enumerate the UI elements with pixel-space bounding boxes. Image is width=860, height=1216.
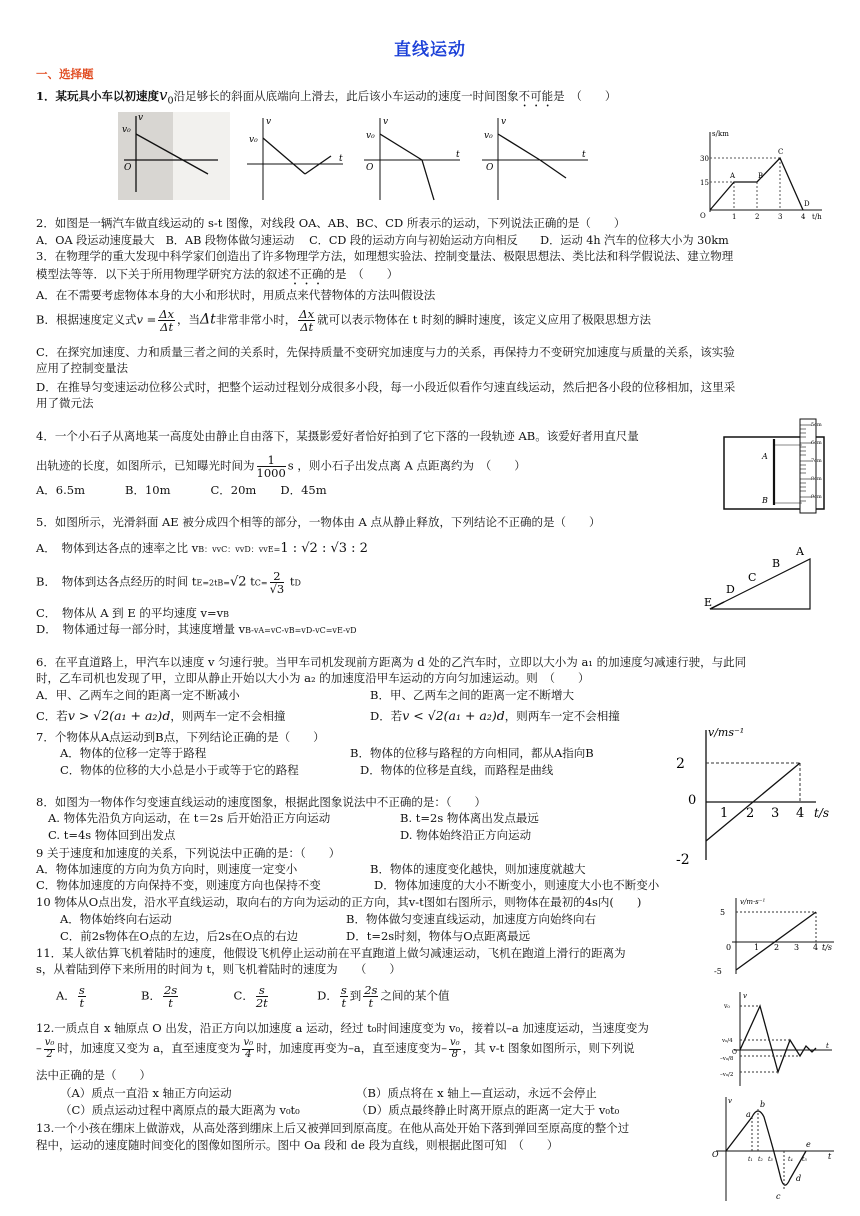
q8-ylabel: v/ms⁻¹ bbox=[708, 726, 745, 739]
q2-pt-b: B bbox=[758, 172, 764, 180]
question-9-stem: 9 关于速度和加速度的关系，下列说法中正确的是：（ ） bbox=[36, 846, 341, 860]
question-5-option-c: C． 物体从 A 到 E 的平均速度 v=vB bbox=[36, 606, 230, 620]
q2-x4: 4 bbox=[801, 213, 806, 221]
section-heading: 一、选择题 bbox=[36, 67, 94, 81]
q2-x2: 2 bbox=[755, 213, 760, 221]
q1c-v0-label: v₀ bbox=[366, 131, 375, 141]
question-8-option-d: D. 物体始终沿正方向运动 bbox=[400, 828, 532, 842]
q8-yn2: -2 bbox=[676, 852, 690, 868]
q5-pt-e: E bbox=[704, 596, 713, 609]
q2-pt-a: A bbox=[730, 172, 736, 180]
question-7-option-b: B．物体的位移与路程的方向相同，都从A指向B bbox=[350, 746, 594, 760]
question-7-stem: 7．个物体从A点运动到B点，下列结论正确的是（ ） bbox=[36, 730, 325, 744]
q5-pt-a: A bbox=[796, 545, 804, 558]
q1a-v0-label: v₀ bbox=[122, 125, 131, 135]
q10-vt-graph bbox=[712, 896, 836, 976]
q12-v0: v₀ bbox=[724, 1003, 730, 1010]
emphasis-text: 不可能 bbox=[518, 89, 554, 103]
q13-pt-e: e bbox=[806, 1140, 811, 1149]
q2-x1: 1 bbox=[732, 213, 737, 221]
ruler-9cm: 9cm bbox=[811, 494, 822, 500]
question-10-option-d: D．t=2s时刻，物体与O点距离最远 bbox=[346, 929, 531, 943]
question-11-stem-1: 11．某人欲估算飞机着陆时的速度，他假设飞机停止运动前在平直跑道上做匀减速运动，飞机在跑道上滑行的距离为 bbox=[36, 946, 626, 960]
q13-t5: t₅ bbox=[802, 1156, 807, 1163]
question-7-option-c: C．物体的位移的大小总是小于或等于它的路程 bbox=[60, 763, 299, 777]
q2-t-unit: t/h bbox=[812, 213, 822, 221]
q1d-o-label: O bbox=[486, 163, 494, 173]
question-8-stem: 8．如图为一物体作匀变速直线运动的速度图象，根据此图象说法中不正确的是：（ ） bbox=[36, 795, 487, 809]
q10-x4: 4 bbox=[813, 943, 819, 952]
q2-s-unit: s/km bbox=[712, 130, 729, 138]
q5-pt-b: B bbox=[772, 557, 781, 570]
q10-x2: 2 bbox=[774, 943, 780, 952]
question-9-option-b: B．物体的速度变化越快，则加速度就越大 bbox=[370, 862, 586, 876]
q1b-t-label: t bbox=[339, 154, 343, 164]
ruler-8cm: 8cm bbox=[811, 476, 822, 482]
question-4-options: A．6.5m B．10m C．20m D．45m bbox=[36, 483, 327, 497]
q10-yn5: -5 bbox=[714, 967, 722, 976]
q1a-o-label: O bbox=[124, 163, 132, 173]
question-8-option-b: B. t=2s 物体离出发点最远 bbox=[400, 811, 539, 825]
q8-x1: 1 bbox=[720, 806, 729, 821]
q13-t: t bbox=[828, 1152, 832, 1161]
q2-y30: 30 bbox=[700, 155, 709, 163]
question-12-option-a: （A）质点一直沿 x 轴正方向运动 bbox=[60, 1086, 232, 1100]
question-9-option-a: A．物体加速度的方向为负方向时，则速度一定变小 bbox=[36, 862, 298, 876]
question-10-option-a: A．物体始终向右运动 bbox=[60, 912, 172, 926]
q2-y15: 15 bbox=[700, 179, 709, 187]
q12-v0-4: v₀/4 bbox=[722, 1038, 733, 1044]
q1d-v-label: v bbox=[501, 117, 507, 127]
question-12-option-b: （B）质点将在 x 轴上—直运动，永远不会停止 bbox=[356, 1086, 597, 1100]
question-3-stem-1: 3．在物理学的重大发现中科学家们创造出了许多物理学方法，如理想实验法、控制变量法、极限思想法、类比法和科学假说法、建立物理 bbox=[36, 249, 734, 263]
q5-pt-c: C bbox=[748, 571, 757, 584]
q8-y2: 2 bbox=[676, 756, 685, 772]
question-6-stem-1: 6．在平直道路上，甲汽车以速度 v 匀速行驶。当甲车司机发现前方距离为 d 处的乙汽车时，立即以大小为 a₁ 的加速度匀减速行驶，与此同 bbox=[36, 655, 747, 669]
question-3-option-c-2: 应用了控制变量法 bbox=[36, 361, 128, 375]
q12-o: O bbox=[732, 1049, 737, 1056]
question-1-stem: 1．某玩具小车以初速度$v_0$沿足够长的斜面从底端向上滑去，此后该小车运动的速度一时间图象不可能是 （ ） bbox=[36, 86, 617, 107]
question-5-option-a: A． 物体到达各点的速率之比 vB：vvC：vvD：vvE=1 : √2 : √3 : 2 bbox=[36, 541, 368, 556]
q1-graph-a bbox=[118, 112, 230, 200]
q13-pt-a: a bbox=[746, 1110, 751, 1119]
q12-vt-graph bbox=[720, 990, 836, 1088]
q1c-t-label: t bbox=[456, 150, 460, 160]
q13-pt-d: d bbox=[796, 1174, 802, 1183]
question-9-option-d: D．物体加速度的大小不断变小，则速度大小也不断变小 bbox=[374, 878, 660, 892]
question-2-stem: 2．如图是一辆汽车做直线运动的 s-t 图像，对线段 OA、AB、BC、CD 所表示的运动，下列说法正确的是（ ） bbox=[36, 216, 626, 230]
q1d-t-label: t bbox=[582, 150, 586, 160]
emphasis-text: 不正确 bbox=[289, 267, 324, 281]
question-12-stem-3: 法中正确的是（ ） bbox=[36, 1068, 151, 1082]
q5-pt-d: D bbox=[726, 583, 735, 596]
question-5-stem: 5．如图所示，光滑斜面 AE 被分成四个相等的部分，一物体由 A 点从静止释放，下列结论不正确的是（ ） bbox=[36, 515, 601, 529]
q10-x1: 1 bbox=[754, 943, 760, 952]
question-12-stem-2: – $\frac{\text{v₀}}{2}$ 时，加速度又变为 a，直至速度变为 $\frac{\text{v₀}}{4}$ 时，加速度再变为–a，直至速度变为– $\frac{\text{v₀}}{8}$ ，其 v-t 图象如图所示，则下列说 bbox=[36, 1037, 635, 1060]
question-2-options: A．OA 段运动速度最大 B．AB 段物体做匀速运动 C．CD 段的运动方向与初始运动方向相反 D．运动 4h 汽车的位移大小为 30km bbox=[36, 234, 729, 247]
question-10-option-c: C．前2s物体在O点的左边，后2s在O点的右边 bbox=[60, 929, 299, 943]
q1-graph-c bbox=[362, 116, 462, 202]
ruler-5cm: 5cm bbox=[811, 422, 822, 428]
question-3-option-d-1: D．在推导匀变速运动位移公式时，把整个运动过程划分成很多小段，每一小段近似看作匀速直线运动，然后把各小段的位移相加，这里采 bbox=[36, 380, 736, 394]
q10-ylabel: v/m·s⁻¹ bbox=[740, 898, 766, 906]
q1-graph-a-svg bbox=[118, 112, 230, 200]
q10-xlabel: t/s bbox=[822, 943, 833, 952]
question-3-option-c-1: C．在探究加速度、力和质量三者之间的关系时，先保持质量不变研究加速度与力的关系，再保持力不变研究加速度与质量的关系，该实验 bbox=[36, 345, 735, 359]
q8-xlabel: t/s bbox=[814, 806, 830, 820]
q13-o: O bbox=[712, 1150, 719, 1159]
q1c-v-label: v bbox=[383, 117, 389, 127]
question-8-option-a: A. 物体先沿负方向运动，在 t＝2s 后开始沿正方向运动 bbox=[48, 811, 331, 825]
q2-x3: 3 bbox=[778, 213, 783, 221]
question-12-option-d: （D）质点最终静止时离开原点的距离一定大于 v₀t₀ bbox=[356, 1103, 620, 1117]
question-9-option-c: C．物体加速度的方向保持不变，则速度方向也保持不变 bbox=[36, 878, 321, 892]
q10-o: 0 bbox=[726, 943, 732, 952]
q13-t4: t₄ bbox=[788, 1156, 793, 1163]
q12-nv0-8: –v₀/8 bbox=[720, 1056, 734, 1062]
q13-pt-c: c bbox=[776, 1192, 781, 1201]
q13-pt-b: b bbox=[760, 1100, 766, 1109]
q1d-v0-label: v₀ bbox=[484, 131, 493, 141]
question-10-stem: 10 物体从O点出发，沿水平直线运动，取向右的方向为运动的正方向，其v-t图如右图所示，则物体在最初的4s内( ) bbox=[36, 895, 642, 909]
q1c-o-label: O bbox=[366, 163, 374, 173]
question-3-option-a: A．在不需要考虑物体本身的大小和形状时，用质点来代替物体的方法叫假设法 bbox=[36, 288, 436, 302]
question-10-option-b: B．物体做匀变速直线运动，加速度方向始终向右 bbox=[346, 912, 596, 926]
question-12-stem-1: 12.一质点自 x 轴原点 O 出发，沿正方向以加速度 a 运动，经过 t₀时间速度变为 v₀，接着以–a 加速度运动，当速度变为 bbox=[36, 1021, 649, 1035]
q1a-v-label: v bbox=[138, 113, 144, 123]
q5-incline-figure bbox=[704, 545, 816, 615]
question-12-option-c: （C）质点运动过程中离原点的最大距离为 v₀t₀ bbox=[60, 1103, 300, 1117]
q13-t1: t₁ bbox=[748, 1156, 753, 1163]
q1-graph-b bbox=[245, 116, 345, 202]
page-title: 直线运动 bbox=[394, 40, 466, 60]
question-5-option-d: D． 物体通过每一部分时，其速度增量 vB-vA=vC-vB=vD-vC=vE-vD bbox=[36, 622, 357, 636]
question-6-option-d: D．若v < √2(a₁ + a₂)d，则两车一定不会相撞 bbox=[370, 708, 620, 723]
ruler-6cm: 6cm bbox=[811, 440, 822, 446]
question-7-option-d: D．物体的位移是直线，而路程是曲线 bbox=[360, 763, 554, 777]
question-5-option-b: B． 物体到达各点经历的时间 tE=2tB=√2 tC= $\frac{2}{√3}$ tD bbox=[36, 569, 301, 597]
question-6-option-b: B．甲、乙两车之间的距离一定不断增大 bbox=[370, 688, 574, 702]
q1b-v0-label: v₀ bbox=[249, 135, 258, 145]
q8-x4: 4 bbox=[796, 806, 805, 821]
q1b-v-label: v bbox=[266, 117, 272, 127]
q4-ruler-figure bbox=[722, 417, 832, 515]
question-13-stem-2: 程中，运动的速度随时间变化的图像如图所示。图中 Oa 段和 de 段为直线，则根据此图可知 （ ） bbox=[36, 1138, 559, 1152]
q13-v: v bbox=[728, 1097, 732, 1105]
question-11-options: A． $\frac{s}{t}$ B． $\frac{2s}{t}$ C． $\frac{s}{2t}$ D． $\frac{s}{t}$ 到 $\frac{2s}{t}$ 之间的某个值 bbox=[56, 983, 450, 1011]
q4-pt-b: B bbox=[762, 496, 768, 505]
question-3-option-d-2: 用了微元法 bbox=[36, 396, 94, 410]
q12-nv0-2: –v₀/2 bbox=[720, 1072, 734, 1078]
question-3-option-b: B．根据速度定义式v = $\frac{\Delta x}{\Delta t}$ ，当Δt非常非常小时， $\frac{\Delta x}{\Delta t}$ 就可以表示物体在 t 时刻的瞬时速度，该定义应用了极限思想方法 bbox=[36, 307, 652, 335]
question-4-stem-2: 出轨迹的长度，如图所示，已知曝光时间为 $\frac{1}{1000}$ s ，则小石子出发点离 A 点距离约为 （ ） bbox=[36, 453, 526, 481]
q13-t2: t₂ bbox=[758, 1156, 763, 1163]
q10-x3: 3 bbox=[794, 943, 800, 952]
question-13-stem-1: 13.一个小孩在绷床上做游戏，从高处落到绷床上后又被弹回到原高度。在他从高处开始下落到弹回至原高度的整个过 bbox=[36, 1121, 630, 1135]
q13-t3: t₃ bbox=[768, 1156, 773, 1163]
question-8-option-c: C. t=4s 物体回到出发点 bbox=[48, 828, 176, 842]
q2-st-graph bbox=[700, 130, 828, 221]
ruler-7cm: 7cm bbox=[811, 458, 822, 464]
q8-x3: 3 bbox=[771, 806, 780, 821]
vt-graph-q8 bbox=[676, 722, 830, 868]
question-3-stem-2: 模型法等等．以下关于所用物理学研究方法的叙述不正确的是 （ ） bbox=[36, 267, 399, 281]
q10-y5: 5 bbox=[720, 908, 726, 917]
question-7-option-a: A．物体的位移一定等于路程 bbox=[60, 746, 207, 760]
question-6-stem-2: 时，乙车司机也发现了甲，立即从静止开始以大小为 a₂ 的加速度沿甲车运动的方向匀加速运动。则 （ ） bbox=[36, 671, 590, 685]
question-6-option-c: C．若v > √2(a₁ + a₂)d，则两车一定不会相撞 bbox=[36, 708, 286, 723]
question-4-stem-1: 4．一个小石子从离地某一高度处由静止自由落下，某摄影爱好者恰好拍到了它下落的一段轨迹 AB。该爱好者用直尺量 bbox=[36, 429, 639, 443]
q2-o: O bbox=[700, 212, 706, 220]
q8-x2: 2 bbox=[746, 806, 755, 821]
q1-graph-d bbox=[480, 116, 590, 202]
q8-y0: 0 bbox=[688, 793, 697, 808]
q2-pt-c: C bbox=[778, 148, 784, 156]
q12-t: t bbox=[826, 1042, 829, 1050]
q2-pt-d: D bbox=[804, 200, 810, 208]
q4-pt-a: A bbox=[762, 452, 768, 461]
q13-vt-graph bbox=[706, 1095, 836, 1203]
q12-v: v bbox=[743, 992, 747, 1000]
question-6-option-a: A．甲、乙两车之间的距离一定不断减小 bbox=[36, 688, 240, 702]
question-11-stem-2: s，从着陆到停下来所用的时间为 t，则飞机着陆时的速度为 （ ） bbox=[36, 962, 401, 976]
